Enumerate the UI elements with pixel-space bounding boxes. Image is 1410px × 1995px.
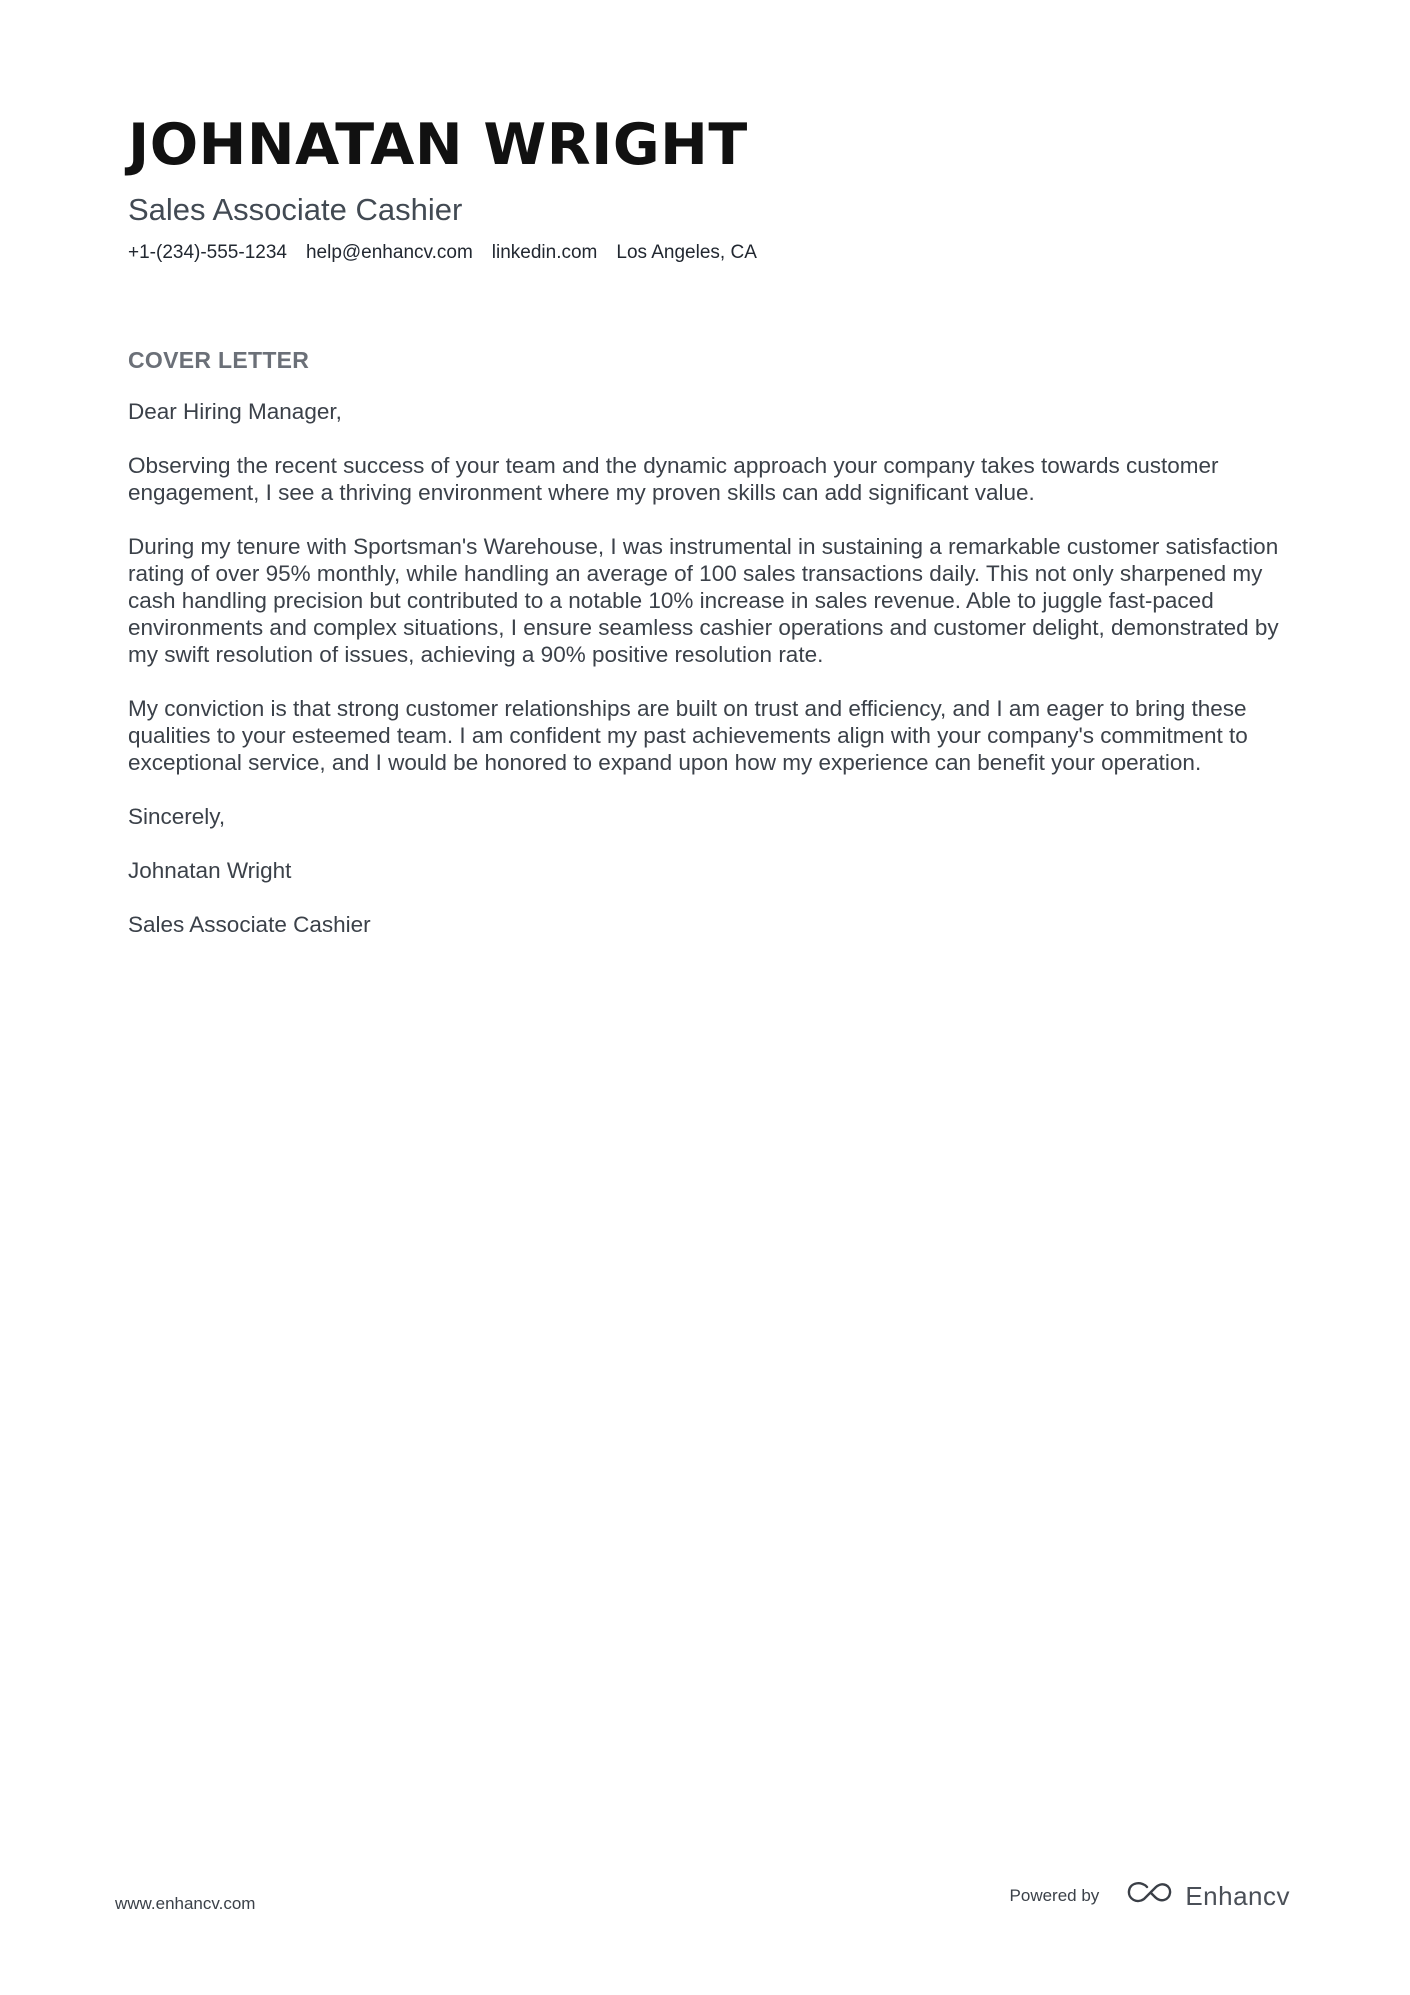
- letter-paragraph: My conviction is that strong customer relationships are built on trust and efficiency, and I am eager to bring these qualities to your esteemed team. I am confident my past achievements align with your company's commitment to exceptional service, and I would be honored to expand upon how my experience can benefit your operation.: [128, 696, 1248, 775]
- letter-greeting: Dear Hiring Manager,: [128, 399, 342, 424]
- section-title: COVER LETTER: [128, 347, 310, 373]
- linkedin-link: linkedin.com: [491, 242, 598, 263]
- letter-paragraph: Observing the recent success of your team and the dynamic approach your company takes towards customer engagement, I see a thriving environment where my proven skills can add significant value.: [128, 453, 1219, 505]
- location: Los Angeles, CA: [616, 242, 757, 263]
- resume-header: [128, 110, 1288, 266]
- letter-body: [128, 398, 1288, 965]
- letter-paragraph: During my tenure with Sportsman's Warehouse, I was instrumental in sustaining a remarkable customer satisfaction rating of over 95% monthly, while handling an average of 100 sales transactions daily. This not only sharpened my cash handling precision but contributed to a notable 10% increase in sales revenue. Able to juggle fast-paced environments and complex situations, I ensure seamless cashier operations and customer delight, demonstrated by my swift resolution of issues, achieving a 90% positive resolution rate.: [128, 534, 1279, 667]
- footer-website: www.enhancv.com: [115, 1894, 256, 1913]
- email-address: help@enhancv.com: [305, 242, 473, 263]
- brand-name: Enhancv: [1185, 1880, 1290, 1911]
- candidate-name: JOHNATAN WRIGHT: [128, 112, 748, 178]
- letter-closing: Sincerely,: [128, 804, 226, 829]
- candidate-role: Sales Associate Cashier: [128, 192, 463, 227]
- contact-info: [128, 240, 1288, 266]
- signature-title: Sales Associate Cashier: [128, 912, 371, 937]
- powered-by-label: Powered by: [1009, 1885, 1100, 1905]
- brand-logo: [1125, 1880, 1290, 1911]
- signature-name: Johnatan Wright: [128, 858, 292, 883]
- footer-branding: [1010, 1880, 1290, 1911]
- enhancv-logo-icon: [1125, 1880, 1173, 1911]
- phone-number: +1-(234)-555-1234: [128, 242, 287, 263]
